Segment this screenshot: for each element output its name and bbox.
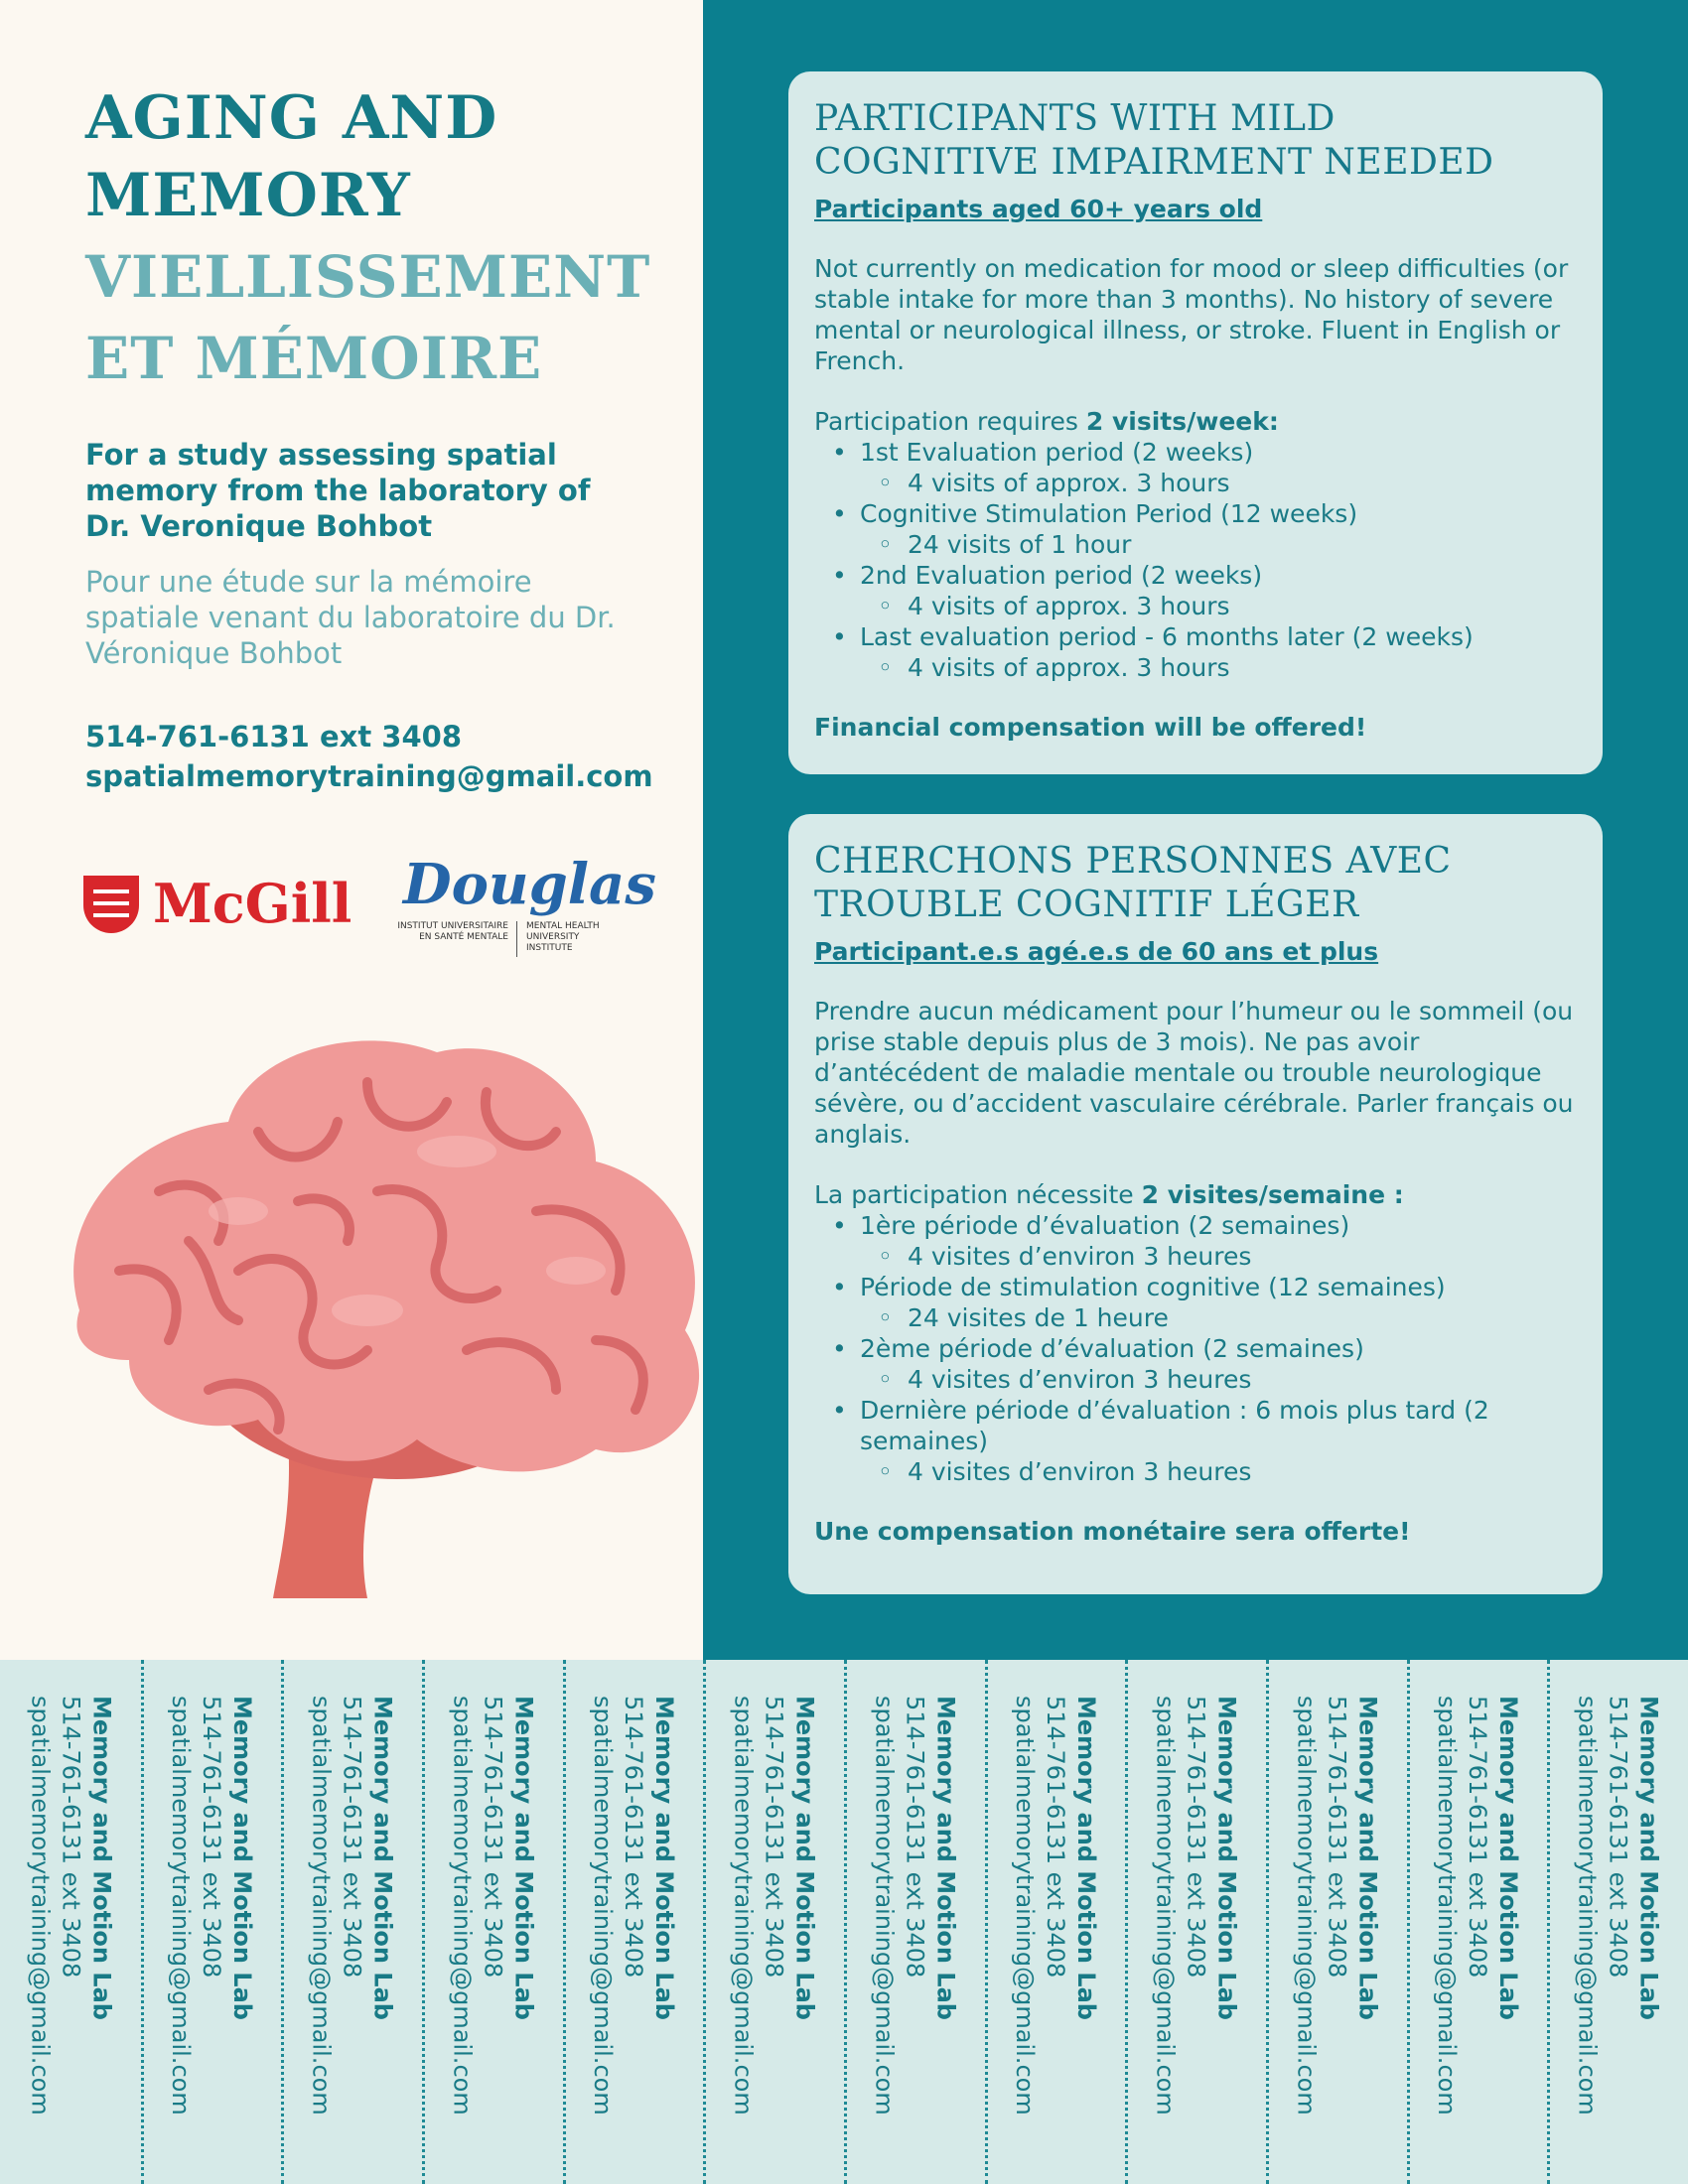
tab-perforation xyxy=(281,1660,284,2184)
contact-email: spatialmemorytraining@gmail.com xyxy=(85,759,653,793)
tab-phone: 514-761-6131 ext 3408 xyxy=(197,1696,225,1979)
mcgill-crest-icon xyxy=(83,876,139,933)
list-subitem: ◦ 4 visites d’environ 3 heures xyxy=(814,1241,1577,1272)
tear-off-tab[interactable] xyxy=(985,1660,1126,2184)
tab-perforation xyxy=(422,1660,425,2184)
card-fr-requirement xyxy=(814,1179,1577,1210)
tab-lab-name: Memory and Motion Lab xyxy=(1353,1696,1382,2020)
tab-perforation xyxy=(1125,1660,1128,2184)
card-en-heading-line: COGNITIVE IMPAIRMENT NEEDED xyxy=(814,142,1494,183)
card-en-body: Not currently on medication for mood or sleep difficulties (or stable intake for more than 3 months). No history of severe mental or neurological illness, or stroke. Fluent in English or French. xyxy=(814,254,1569,375)
list-item: • 1ère période d’évaluation (2 semaines) xyxy=(814,1210,1577,1241)
douglas-divider xyxy=(516,921,517,957)
tab-phone: 514-761-6131 ext 3408 xyxy=(1041,1696,1069,1979)
list-item: • Cognitive Stimulation Period (12 weeks) xyxy=(814,498,1577,529)
card-en-heading xyxy=(814,97,1577,185)
title-english xyxy=(85,79,681,234)
tear-off-tab[interactable] xyxy=(141,1660,282,2184)
tab-text xyxy=(728,1696,820,2116)
tab-lab-name: Memory and Motion Lab xyxy=(790,1696,819,2020)
tab-lab-name: Memory and Motion Lab xyxy=(1634,1696,1663,2020)
contact-phone: 514-761-6131 ext 3408 xyxy=(85,720,462,753)
card-fr-subheading: Participant.e.s agé.e.s de 60 ans et plus xyxy=(814,937,1379,966)
tab-text xyxy=(24,1696,116,2116)
tab-email: spatialmemorytraining@gmail.com xyxy=(166,1696,195,2116)
mcgill-wordmark: McGill xyxy=(153,872,352,935)
card-fr-schedule xyxy=(814,1210,1577,1487)
tear-off-tab[interactable] xyxy=(281,1660,422,2184)
contact-info xyxy=(85,717,691,796)
card-fr-req-prefix: La participation nécessite xyxy=(814,1180,1142,1209)
tab-perforation xyxy=(563,1660,566,2184)
tab-email: spatialmemorytraining@gmail.com xyxy=(1292,1696,1321,2116)
tear-off-tab[interactable] xyxy=(1266,1660,1407,2184)
tab-phone: 514-761-6131 ext 3408 xyxy=(57,1696,85,1979)
tab-phone: 514-761-6131 ext 3408 xyxy=(619,1696,647,1979)
card-english xyxy=(788,71,1603,774)
tab-text xyxy=(1290,1696,1382,2116)
tab-phone: 514-761-6131 ext 3408 xyxy=(1463,1696,1491,1979)
tab-phone: 514-761-6131 ext 3408 xyxy=(479,1696,507,1979)
card-en-compensation: Financial compensation will be offered! xyxy=(814,713,1367,742)
tab-lab-name: Memory and Motion Lab xyxy=(931,1696,960,2020)
douglas-logo xyxy=(397,852,656,971)
tab-text xyxy=(1431,1696,1523,2116)
tab-perforation xyxy=(985,1660,988,2184)
douglas-subtitle-en: MENTAL HEALTH UNIVERSITY INSTITUTE xyxy=(526,921,600,953)
list-subitem: ◦ 4 visits of approx. 3 hours xyxy=(814,468,1577,498)
tab-perforation xyxy=(844,1660,847,2184)
tab-email: spatialmemorytraining@gmail.com xyxy=(1573,1696,1602,2116)
tear-off-tab[interactable] xyxy=(563,1660,704,2184)
tab-lab-name: Memory and Motion Lab xyxy=(1212,1696,1241,2020)
tear-off-tabs xyxy=(0,1660,1688,2184)
list-item: • 2ème période d’évaluation (2 semaines) xyxy=(814,1333,1577,1364)
card-fr-heading xyxy=(814,840,1577,927)
tab-perforation xyxy=(1547,1660,1550,2184)
study-description-french: Pour une étude sur la mémoire spatiale venant du laboratoire du Dr. Véronique Bohbot xyxy=(85,565,616,670)
list-subitem: ◦ 4 visites d’environ 3 heures xyxy=(814,1456,1577,1487)
mcgill-logo xyxy=(83,868,352,939)
tab-lab-name: Memory and Motion Lab xyxy=(509,1696,538,2020)
study-description-english: For a study assessing spatial memory from the laboratory of Dr. Veronique Bohbot xyxy=(85,438,591,543)
tab-text xyxy=(306,1696,398,2116)
tab-email: spatialmemorytraining@gmail.com xyxy=(307,1696,336,2116)
list-subitem: ◦ 24 visits of 1 hour xyxy=(814,529,1577,560)
title-en-line: AGING AND xyxy=(85,83,498,153)
tab-email: spatialmemorytraining@gmail.com xyxy=(1151,1696,1180,2116)
list-item: • Last evaluation period - 6 months later (2 weeks) xyxy=(814,621,1577,652)
tab-phone: 514-761-6131 ext 3408 xyxy=(760,1696,788,1979)
tab-perforation xyxy=(703,1660,706,2184)
list-item: • 2nd Evaluation period (2 weeks) xyxy=(814,560,1577,591)
tear-off-tab[interactable] xyxy=(1547,1660,1688,2184)
tab-phone: 514-761-6131 ext 3408 xyxy=(338,1696,366,1979)
tab-text xyxy=(587,1696,679,2116)
tab-email: spatialmemorytraining@gmail.com xyxy=(588,1696,617,2116)
tab-perforation xyxy=(1407,1660,1410,2184)
tab-lab-name: Memory and Motion Lab xyxy=(1071,1696,1100,2020)
brain-illustration xyxy=(40,1013,735,1608)
list-subitem: ◦ 4 visites d’environ 3 heures xyxy=(814,1364,1577,1395)
tear-off-tab[interactable] xyxy=(703,1660,844,2184)
list-subitem: ◦ 4 visits of approx. 3 hours xyxy=(814,652,1577,683)
tab-text xyxy=(446,1696,538,2116)
tab-text xyxy=(1009,1696,1101,2116)
tab-perforation xyxy=(141,1660,144,2184)
tear-off-tab[interactable] xyxy=(0,1660,141,2184)
list-item: • Période de stimulation cognitive (12 semaines) xyxy=(814,1272,1577,1302)
card-french xyxy=(788,814,1603,1594)
card-en-schedule xyxy=(814,437,1577,683)
card-fr-compensation: Une compensation monétaire sera offerte! xyxy=(814,1517,1411,1546)
card-fr-body: Prendre aucun médicament pour l’humeur ou le sommeil (ou prise stable depuis plus de 3 mois). Ne pas avoir d’antécédent de maladie mentale ou trouble neurologique sévère, ou d’accident vasculaire cérébrale. Parler français ou anglais. xyxy=(814,997,1574,1149)
title-fr-line: VIELLISSEMENT xyxy=(85,243,651,311)
title-en-line: MEMORY xyxy=(85,161,411,230)
tab-lab-name: Memory and Motion Lab xyxy=(649,1696,678,2020)
tab-lab-name: Memory and Motion Lab xyxy=(368,1696,397,2020)
tab-text xyxy=(1572,1696,1664,2116)
tab-email: spatialmemorytraining@gmail.com xyxy=(729,1696,758,2116)
list-item: • 1st Evaluation period (2 weeks) xyxy=(814,437,1577,468)
card-fr-heading-line: CHERCHONS PERSONNES AVEC xyxy=(814,841,1452,882)
tab-perforation xyxy=(1266,1660,1269,2184)
list-subitem: ◦ 24 visites de 1 heure xyxy=(814,1302,1577,1333)
card-en-subheading: Participants aged 60+ years old xyxy=(814,195,1263,223)
tab-email: spatialmemorytraining@gmail.com xyxy=(1010,1696,1039,2116)
tab-email: spatialmemorytraining@gmail.com xyxy=(870,1696,899,2116)
tab-text xyxy=(868,1696,960,2116)
tab-phone: 514-761-6131 ext 3408 xyxy=(1323,1696,1351,1979)
card-en-req-bold: 2 visits/week: xyxy=(1085,407,1279,436)
tab-phone: 514-761-6131 ext 3408 xyxy=(901,1696,929,1979)
card-en-heading-line: PARTICIPANTS WITH MILD xyxy=(814,98,1336,139)
title-fr-line: ET MÉMOIRE xyxy=(85,325,543,392)
tab-email: spatialmemorytraining@gmail.com xyxy=(448,1696,477,2116)
tab-text xyxy=(1150,1696,1242,2116)
tear-off-tab[interactable] xyxy=(422,1660,563,2184)
tab-lab-name: Memory and Motion Lab xyxy=(87,1696,116,2020)
tab-phone: 514-761-6131 ext 3408 xyxy=(1182,1696,1210,1979)
douglas-subtitle-fr: INSTITUT UNIVERSITAIRE EN SANTÉ MENTALE xyxy=(397,921,508,942)
tab-lab-name: Memory and Motion Lab xyxy=(1493,1696,1522,2020)
douglas-wordmark: Douglas xyxy=(403,852,656,917)
tear-off-tab[interactable] xyxy=(844,1660,985,2184)
tab-phone: 514-761-6131 ext 3408 xyxy=(1604,1696,1632,1979)
card-en-req-prefix: Participation requires xyxy=(814,407,1086,436)
card-fr-req-bold: 2 visites/semaine : xyxy=(1141,1180,1404,1209)
tab-email: spatialmemorytraining@gmail.com xyxy=(26,1696,55,2116)
list-item: • Dernière période d’évaluation : 6 mois plus tard (2 semaines) xyxy=(814,1395,1577,1456)
card-fr-heading-line: TROUBLE COGNITIF LÉGER xyxy=(814,885,1359,925)
tab-text xyxy=(165,1696,257,2116)
card-en-requirement xyxy=(814,406,1577,437)
list-subitem: ◦ 4 visits of approx. 3 hours xyxy=(814,591,1577,621)
tear-off-tab[interactable] xyxy=(1407,1660,1548,2184)
tab-email: spatialmemorytraining@gmail.com xyxy=(1432,1696,1461,2116)
tear-off-tab[interactable] xyxy=(1125,1660,1266,2184)
tab-lab-name: Memory and Motion Lab xyxy=(227,1696,256,2020)
title-french xyxy=(85,236,701,399)
